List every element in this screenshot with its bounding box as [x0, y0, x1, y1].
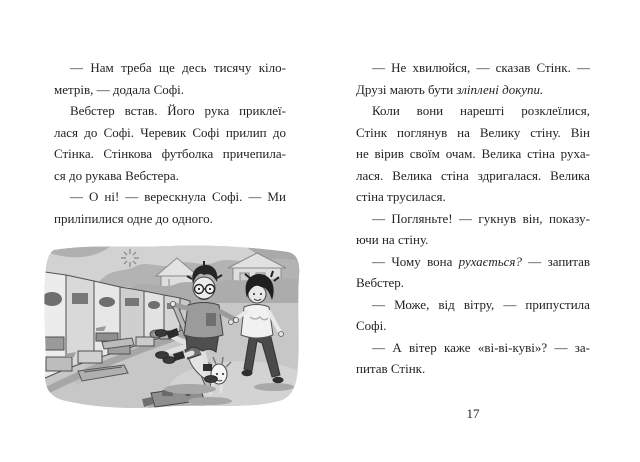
text-segment: метрів, — додала Софі.	[54, 81, 185, 97]
word: вони	[416, 103, 444, 118]
word: —	[248, 189, 262, 204]
text-segment: Вебстер.	[356, 275, 405, 290]
word: рухається?	[458, 253, 522, 269]
word: хвилюйся,	[412, 60, 471, 75]
word: Погляньте!	[391, 210, 453, 226]
word: руха-	[560, 146, 590, 161]
text-line	[356, 208, 590, 230]
text-segment: Софі.	[356, 318, 387, 333]
word: до	[84, 124, 98, 140]
word: стіна	[527, 146, 555, 161]
text-line	[54, 165, 286, 187]
word: О	[89, 189, 99, 204]
text-segment: питав Стінк.	[356, 361, 426, 376]
word: —	[554, 339, 568, 355]
story-illustration	[38, 241, 303, 416]
text-line	[356, 315, 590, 337]
text-line	[356, 229, 590, 251]
word: вірив	[374, 146, 404, 161]
word: ні!	[104, 189, 120, 204]
word: кіло-	[258, 60, 286, 75]
word: припустила	[525, 296, 590, 312]
word: стіну.	[530, 124, 561, 140]
text-line	[54, 208, 286, 230]
word: Софі.	[211, 189, 243, 204]
word: Велика	[550, 167, 590, 183]
text-segment: приліпилися одне до одного.	[54, 210, 213, 226]
left-text-column	[54, 57, 286, 229]
text-line	[356, 358, 590, 380]
word: вітру,	[463, 296, 495, 312]
text-line	[356, 57, 590, 79]
word: Нам	[90, 60, 114, 75]
word: каже	[444, 339, 471, 355]
text-line	[356, 100, 590, 122]
word: від	[438, 296, 455, 312]
word: приклеї-	[239, 103, 286, 118]
text-segment: зліплені докупи.	[456, 81, 544, 97]
text-line	[356, 251, 590, 273]
word: розклеїлися,	[521, 103, 590, 118]
word: на	[457, 124, 470, 140]
illustration-svg	[38, 241, 303, 416]
word: Стінк.	[536, 60, 571, 75]
word: А	[392, 339, 402, 355]
word: запитав	[547, 253, 590, 269]
text-segment: Друзі мають бути	[356, 81, 457, 97]
word: сказав	[495, 60, 531, 75]
word: він,	[522, 210, 543, 226]
word: —	[372, 253, 385, 269]
word: Коли	[372, 103, 400, 118]
text-line	[356, 122, 590, 144]
word: —	[372, 210, 385, 226]
text-segment: ся до рукава Вебстера.	[54, 167, 179, 183]
text-line	[356, 272, 590, 294]
word: Не	[391, 60, 407, 75]
word: Велика	[392, 167, 433, 183]
word: —	[372, 339, 385, 355]
word: прилип	[225, 124, 267, 140]
word: Стінк	[356, 124, 388, 140]
text-line	[54, 122, 286, 144]
word: Велику	[479, 124, 521, 140]
word: рука	[204, 103, 230, 118]
text-line	[54, 79, 286, 101]
word: гукнув	[478, 210, 517, 226]
word: вітер	[409, 339, 437, 355]
text-segment: ючи на стіну.	[356, 232, 429, 247]
word: лася.	[356, 167, 384, 183]
word: Черевик	[140, 124, 187, 140]
word: Стінкова	[103, 146, 153, 161]
text-line	[54, 57, 286, 79]
word: —	[528, 253, 542, 269]
word: —	[577, 60, 590, 75]
word: —	[476, 60, 490, 75]
word: Вебстер	[70, 103, 115, 118]
word: футболка	[161, 146, 214, 161]
word: не	[356, 146, 369, 161]
right-text-column	[356, 57, 590, 380]
word: показу-	[548, 210, 590, 226]
word: встав.	[124, 103, 158, 118]
word: Софі	[192, 124, 220, 140]
word: до	[272, 124, 286, 140]
word: треба	[121, 60, 152, 75]
word: причепила-	[222, 146, 286, 161]
word: —	[372, 60, 385, 75]
word: верескнула	[144, 189, 206, 204]
word: поглянув	[397, 124, 448, 140]
word: тисячу	[213, 60, 252, 75]
word: «ві-ві-куві»?	[477, 339, 548, 355]
page-number: 17	[466, 406, 480, 421]
text-line	[54, 100, 286, 122]
word: ще	[158, 60, 175, 75]
word: Стінка.	[54, 146, 94, 161]
text-line	[356, 79, 590, 101]
word: —	[372, 296, 385, 312]
word: —	[70, 60, 83, 75]
word: своїм	[409, 146, 440, 161]
word: Велика	[481, 146, 522, 161]
word: очам.	[445, 146, 476, 161]
text-segment: стіна трусилася.	[356, 189, 446, 204]
word: —	[125, 189, 139, 204]
word: стіна	[440, 167, 469, 183]
word: —	[503, 296, 517, 312]
word: здригалася.	[477, 167, 542, 183]
word: вона	[427, 253, 453, 269]
word: Його	[167, 103, 195, 118]
text-line	[54, 143, 286, 165]
word: нарешті	[460, 103, 505, 118]
word: Може,	[394, 296, 430, 312]
text-line	[54, 186, 286, 208]
text-line	[356, 337, 590, 359]
word: за-	[574, 339, 590, 355]
text-line	[356, 165, 590, 187]
text-line	[356, 186, 590, 208]
word: лася	[54, 124, 79, 140]
word: —	[459, 210, 473, 226]
word: десь	[182, 60, 207, 75]
word: Він	[570, 124, 590, 140]
word: Софі.	[103, 124, 135, 140]
text-line	[356, 143, 590, 165]
word: —	[70, 189, 83, 204]
word: Ми	[267, 189, 286, 204]
word: Чому	[391, 253, 421, 269]
text-line	[356, 294, 590, 316]
